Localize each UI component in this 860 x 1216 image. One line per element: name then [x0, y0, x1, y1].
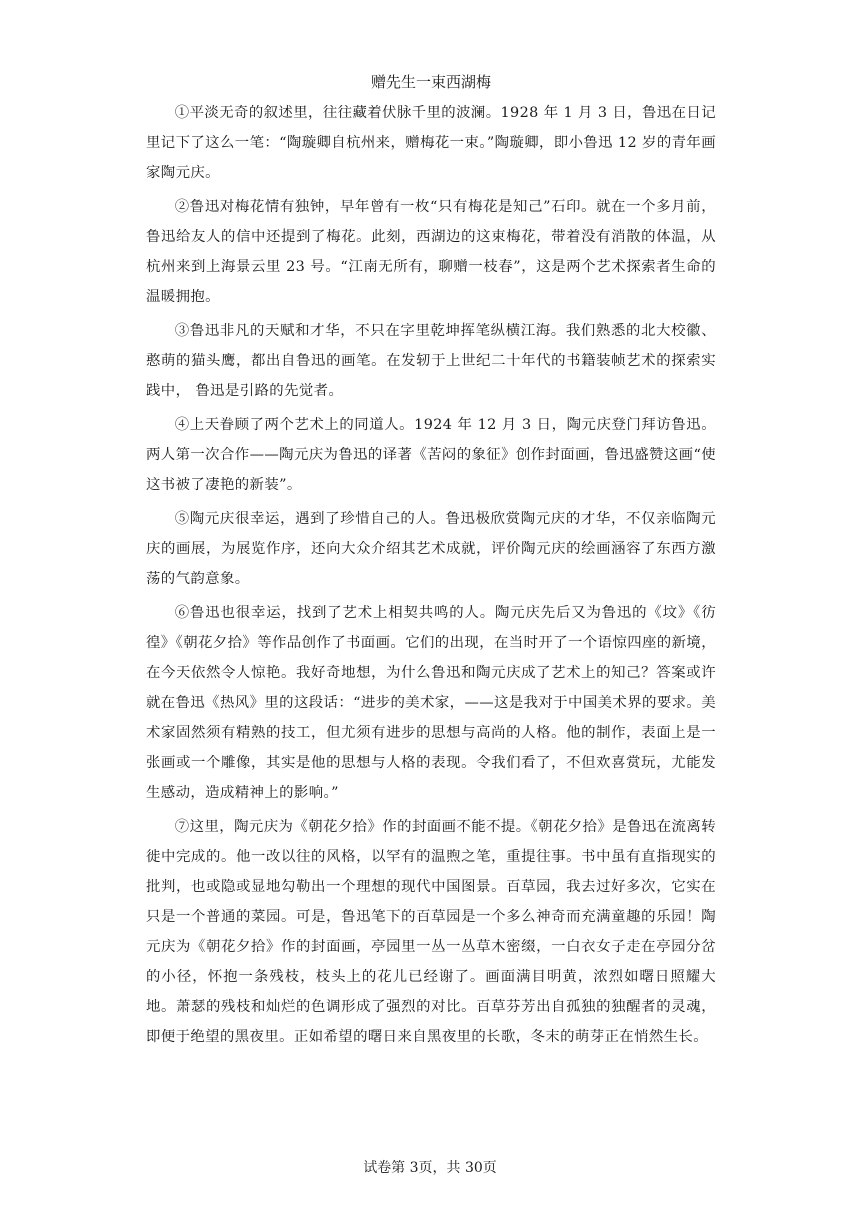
paragraph-3: ③鲁迅非凡的天赋和才华，不只在字里乾坤挥笔纵横江海。我们熟悉的北大校徽、憨萌的猫头鹰，都出自鲁迅的画笔。在发轫于上世纪二十年代的书籍装帧艺术的探索实践中， 鲁迅是引路的先觉者。 — [146, 323, 716, 399]
paragraph-4: ④上天眷顾了两个艺术上的同道人。1924 年 12 月 3 日，陶元庆登门拜访鲁迅。两人第一次合作——陶元庆为鲁迅的译著《苦闷的象征》创作封面画，鲁迅盛赞这画“使这书被了凄艳的新装”。 — [146, 417, 716, 493]
article — [146, 68, 716, 1056]
paragraph-6: ⑥鲁迅也很幸运，找到了艺术上相契共鸣的人。陶元庆先后又为鲁迅的《坟》《彷徨》《朝花夕拾》等作品创作了书面画。它们的出现，在当时开了一个语惊四座的新境，在今天依然令人惊艳。我好奇地想，为什么鲁迅和陶元庆成了艺术上的知己？答案或许就在鲁迅《热风》里的这段话：“进步的美术家，——这是我对于中国美术界的要求。美术家固然须有精熟的技工，但尤须有进步的思想与高尚的人格。他的制作，表面上是一张画或一个雕像，其实是他的思想与人格的表现。令我们看了，不但欢喜赏玩，尤能发生感动，造成精神上的影响。” — [146, 605, 716, 801]
paragraph-1: ①平淡无奇的叙述里，往往藏着伏脉千里的波澜。1928 年 1 月 3 日，鲁迅在日记里记下了这么一笔：“陶璇卿自杭州来，赠梅花一束。”陶璇卿，即小鲁迅 12 岁的青年画家陶元庆。 — [146, 105, 716, 181]
article-title: 赠先生一束西湖梅 — [370, 73, 491, 91]
paragraph-5: ⑤陶元庆很幸运，遇到了珍惜自己的人。鲁迅极欣赏陶元庆的才华，不仅亲临陶元庆的画展，为展览作序，还向大众介绍其艺术成就，评价陶元庆的绘画涵容了东西方激荡的气韵意象。 — [146, 511, 716, 587]
paragraph-2: ②鲁迅对梅花情有独钟，早年曾有一枚“只有梅花是知己”石印。就在一个多月前，鲁迅给友人的信中还提到了梅花。此刻，西湖边的这束梅花，带着没有消散的体温，从杭州来到上海景云里 23 号。“江南无所有，聊赠一枝春”，这是两个艺术探索者生命的温暖拥抱。 — [146, 199, 716, 305]
paragraph-7: ⑦这里，陶元庆为《朝花夕拾》作的封面画不能不提。《朝花夕拾》是鲁迅在流离转徙中完成的。他一改以往的风格，以罕有的温煦之笔，重提往事。书中虽有直指现实的批判，也或隐或显地勾勒出一个理想的现代中国图景。百草园，我去过好多次，它实在只是一个普通的菜园。可是，鲁迅笔下的百草园是一个多么神奇而充满童趣的乐园！陶元庆为《朝花夕拾》作的封面画，亭园里一丛一丛草木密缀，一白衣女子走在亭园分岔的小径，怀抱一条残枝，枝头上的花儿已经谢了。画面满目明黄，浓烈如曙日照耀大地。萧瑟的残枝和灿烂的色调形成了强烈的对比。百草芬芳出自孤独的独醒者的灵魂，即便于绝望的黑夜里。正如希望的曙日来自黑夜里的长歌，冬末的萌芽正在悄然生长。 — [146, 819, 716, 1045]
page-number-footer: 试卷第 3页，共 30页 — [363, 1160, 497, 1176]
